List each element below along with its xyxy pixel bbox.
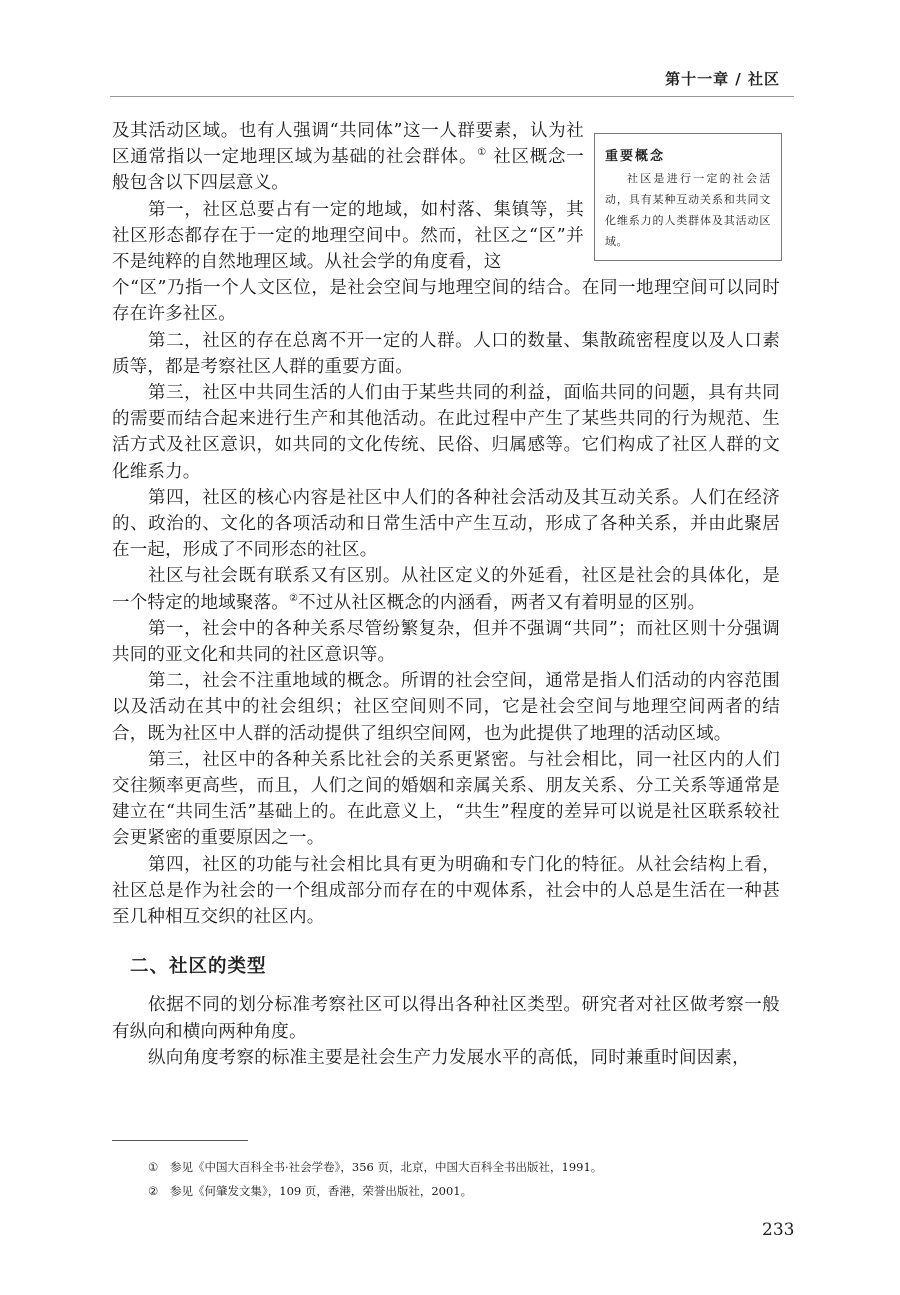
paragraph-text: 不过从社区概念的内涵看，两者又有着明显的区别。 <box>298 592 706 613</box>
section-heading: 二、社区的类型 <box>130 956 267 978</box>
footnote-mark: ② <box>148 1184 159 1198</box>
paragraph: 个“区”乃指一个人文区位，是社会空间与地理空间的结合。在同一地理空间可以同时存在许多社区。 <box>112 278 780 325</box>
footnote-divider <box>112 1140 248 1141</box>
page-number: 233 <box>762 1220 795 1240</box>
paragraph: 第三，社区中共同生活的人们由于某些共同的利益，面临共同的问题，具有共同的需要而结合起来进行生产和其他活动。在此过程中产生了某些共同的行为规范、生活方式及社区意识，如共同的文化传统、民俗、归属感等。它们构成了社区人群的文化维系力。 <box>112 383 780 482</box>
paragraph: 第二，社会不注重地域的概念。所谓的社会空间，通常是指人们活动的内容范围以及活动在其中的社会组织；社区空间则不同，它是社会空间与地理空间两者的结合，既为社区中人群的活动提供了组织空间网，也为此提供了地理的活动区域。 <box>112 671 780 744</box>
footnotes <box>148 1155 748 1203</box>
key-concept-text: 社区是进行一定的社会活动，具有某种互动关系和共同文化维系力的人类群体及其活动区域。 <box>605 172 771 248</box>
paragraph: 纵向角度考察的标准主要是社会生产力发展水平的高低，同时兼重时间因素， <box>148 1047 750 1068</box>
paragraph: 第一，社会中的各种关系尽管纷繁复杂，但并不强调“共同”；而社区则十分强调共同的亚文化和共同的社区意识等。 <box>112 618 780 666</box>
paragraph: 第三，社区中的各种关系比社会的关系更紧密。与社会相比，同一社区内的人们交往频率更高些，而且，人们之间的婚姻和亲属关系、朋友关系、分工关系等通常是建立在“共同生活”基础上的。在此意义上，“共生”程度的差异可以说是社区联系较社会更紧密的重要原因之一。 <box>112 749 780 849</box>
paragraph: 依据不同的划分标准考察社区可以得出各种社区类型。研究者对社区做考察一般有纵向和横向两种角度。 <box>112 995 780 1042</box>
paragraph-text: 社区概念一般包含以下四层意义。 <box>112 147 585 194</box>
footnote <box>148 1179 748 1203</box>
footnote-text: 参见《何肇发文集》，109 页，香港，荣誉出版社，2001。 <box>170 1184 473 1198</box>
running-header <box>110 66 794 97</box>
paragraph: 第二，社区的存在总离不开一定的人群。人口的数量、集散疏密程度以及人口素质等，都是考察社区人群的重要方面。 <box>112 330 780 377</box>
paragraph: 第四，社区的核心内容是社区中人们的各种社会活动及其互动关系。人们在经济的、政治的、文化的各项活动和日常生活中产生互动，形成了各种关系，并由此聚居在一起，形成了不同形态的社区。 <box>112 487 780 561</box>
footnote-ref: ① <box>477 147 487 159</box>
footnote-text: 参见《中国大百科全书·社会学卷》，356 页，北京，中国大百科全书出版社，1991。 <box>170 1160 603 1174</box>
paragraph-text: 及其活动区域。也有人强调“共同体”这一人群要素，认为社区通常指以一定地理区域为基础的社会群体。 <box>112 121 584 168</box>
paragraph-text: 社区与社会既有联系又有区别。从社区定义的外延看，社区是社会的具体化，是一个特定的地域聚落。 <box>112 566 780 613</box>
paragraph: 第四，社区的功能与社会相比具有更为明确和专门化的特征。从社会结构上看，社区总是作为社会的一个组成部分而存在的中观体系，社会中的人总是生活在一种甚至几种相互交织的社区内。 <box>112 854 780 928</box>
footnote-mark: ① <box>148 1160 159 1174</box>
body-text <box>112 118 780 1071</box>
paragraph <box>112 563 780 615</box>
footnote <box>148 1155 748 1179</box>
paragraph <box>112 118 584 197</box>
chapter-title: 第十一章 / 社区 <box>665 70 780 88</box>
footnote-ref: ② <box>289 592 299 604</box>
key-concept-title: 重要概念 <box>605 149 666 164</box>
paragraph: 第一，社区总要占有一定的地域，如村落、集镇等，其社区形态都存在于一定的地理空间中。然而，社区之“区”并不是纯粹的自然地理区域。从社会学的角度看，这 <box>112 199 584 273</box>
